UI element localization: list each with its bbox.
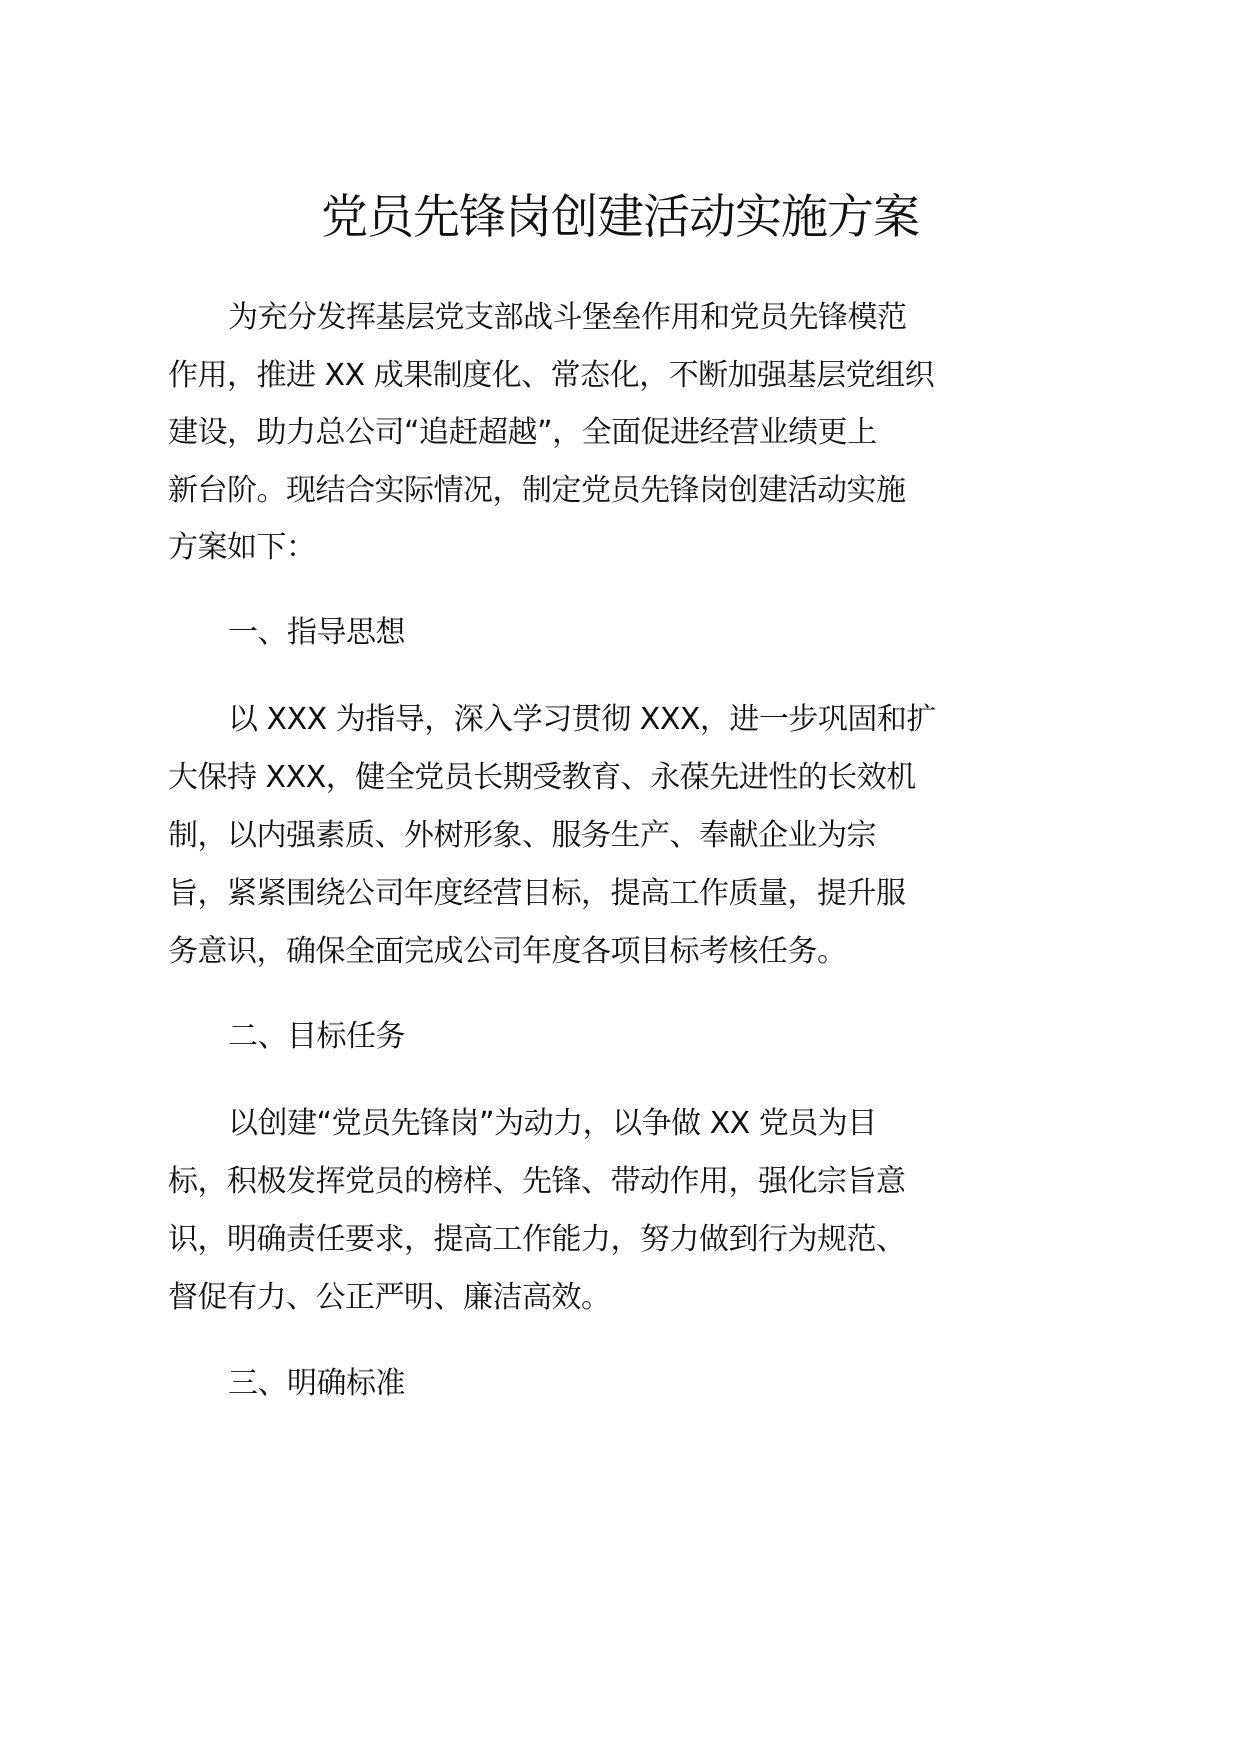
paragraph-line: 大保持 XXX，健全党员长期受教育、永葆先进性的长效机 [168, 760, 916, 795]
section-heading-guiding-ideology: 一、指导思想 [228, 615, 405, 650]
paragraph-line: 方案如下： [168, 530, 316, 565]
paragraph-line: 以 XXX 为指导，深入学习贯彻 XXX，进一步巩固和扩 [228, 702, 936, 737]
paragraph-line: 以创建“党员先锋岗”为动力，以争做 XX 党员为目 [228, 1106, 877, 1141]
document-title: 党员先锋岗创建活动实施方案 [321, 190, 919, 245]
paragraph-line: 识，明确责任要求，提高工作能力，努力做到行为规范、 [168, 1222, 906, 1257]
paragraph-line: 制，以内强素质、外树形象、服务生产、奉献企业为宗 [168, 818, 876, 853]
section-heading-clear-standards: 三、明确标准 [228, 1366, 405, 1401]
paragraph-line: 作用，推进 XX 成果制度化、常态化，不断加强基层党组织 [168, 358, 935, 393]
paragraph-line: 标，积极发挥党员的榜样、先锋、带动作用，强化宗旨意 [168, 1164, 906, 1199]
paragraph-line: 督促有力、公正严明、廉洁高效。 [168, 1280, 611, 1315]
section-heading-goals-tasks: 二、目标任务 [228, 1019, 405, 1054]
paragraph-line: 务意识，确保全面完成公司年度各项目标考核任务。 [168, 934, 847, 969]
paragraph-line: 新台阶。现结合实际情况，制定党员先锋岗创建活动实施 [168, 473, 906, 508]
paragraph-line: 建设，助力总公司“追赶超越”，全面促进经营业绩更上 [168, 415, 877, 450]
paragraph-line: 旨，紧紧围绕公司年度经营目标，提高工作质量，提升服 [168, 876, 906, 911]
paragraph-line: 为充分发挥基层党支部战斗堡垒作用和党员先锋模范 [228, 300, 907, 335]
